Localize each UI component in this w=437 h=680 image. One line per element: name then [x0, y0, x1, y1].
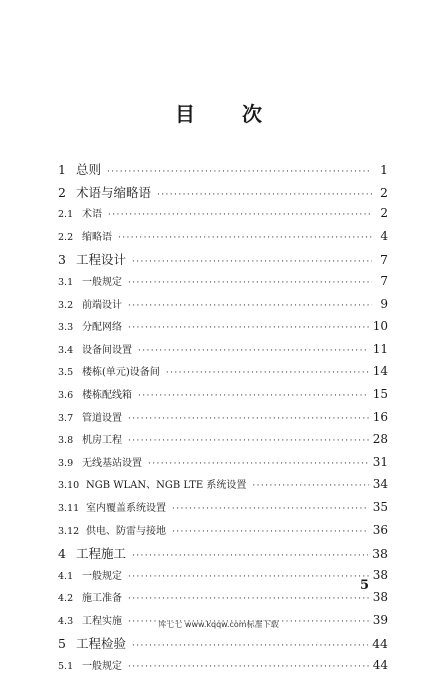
toc-entry-page: 11	[372, 341, 388, 356]
toc-entry-page: 35	[372, 499, 388, 514]
toc-entry-number: 3.12	[58, 525, 80, 537]
toc-entry-number: 3.8	[58, 435, 74, 447]
toc-entry-title: 机房工程	[82, 435, 122, 447]
toc-entry-number: 3.3	[58, 322, 74, 334]
toc-entry-number: 3.7	[58, 412, 74, 424]
page-title: 目 次	[175, 102, 282, 126]
toc-entry-page: 31	[372, 454, 388, 469]
toc-section-entry[interactable]	[58, 341, 388, 364]
toc-dot-leader	[132, 257, 372, 267]
toc-entry-title: 设备间设置	[82, 344, 132, 356]
toc-section-entry[interactable]	[58, 476, 388, 499]
toc-entry-number: 3.2	[58, 299, 74, 311]
toc-entry-title: 工程设计	[76, 252, 127, 268]
toc-entry-page: 2	[380, 206, 388, 221]
toc-entry-title: 楼栋(单元)设备间	[82, 367, 160, 379]
toc-entry-title: 总则	[76, 162, 102, 177]
toc-entry-page: 1	[380, 162, 388, 177]
toc-entry-page: 2	[380, 184, 388, 200]
toc-entry-page: 4	[380, 228, 388, 243]
toc-entry-page: 39	[372, 612, 388, 627]
toc-section-entry[interactable]	[58, 567, 388, 590]
toc-entry-page: 44	[372, 658, 388, 673]
toc-section-entry[interactable]	[58, 273, 388, 296]
toc-entry-number: 3.11	[58, 502, 80, 514]
toc-section-entry[interactable]	[58, 431, 388, 454]
toc-dot-leader	[166, 368, 369, 378]
toc-dot-leader	[128, 572, 369, 582]
toc-entry-page: 7	[380, 252, 388, 268]
toc-entry-title: 前端设计	[82, 299, 122, 311]
toc-section-entry[interactable]	[58, 296, 388, 319]
toc-chapter-entry[interactable]	[58, 250, 388, 273]
toc-entry-number: 3.1	[58, 276, 74, 288]
toc-entry-title: 无线基站设置	[82, 457, 142, 469]
toc-dot-leader	[128, 278, 372, 288]
toc-entry-title: 工程检验	[76, 636, 127, 652]
toc-section-entry[interactable]	[58, 589, 388, 612]
toc-entry-number: 5.1	[58, 661, 74, 673]
toc-dot-leader	[172, 527, 369, 537]
toc-section-entry[interactable]	[58, 409, 388, 432]
toc-dot-leader	[128, 662, 369, 672]
toc-dot-leader	[128, 323, 369, 333]
toc-entry-number: 2.1	[58, 209, 74, 221]
toc-section-entry[interactable]	[58, 499, 388, 522]
toc-dot-leader	[138, 391, 369, 401]
toc-entry-number: 4	[58, 546, 66, 562]
toc-section-entry[interactable]	[58, 454, 388, 477]
footer-watermark: 库七七 www.kqqw.com标准下载	[158, 620, 279, 629]
toc-section-entry[interactable]	[58, 205, 388, 228]
table-of-contents	[58, 160, 388, 680]
toc-entry-title: 一般规定	[82, 276, 122, 288]
toc-entry-page: 14	[372, 364, 388, 379]
toc-entry-title: 工程施工	[76, 546, 127, 562]
toc-dot-leader	[132, 641, 368, 651]
toc-dot-leader	[128, 301, 372, 311]
toc-entry-page: 10	[372, 319, 388, 334]
toc-section-entry[interactable]	[58, 228, 388, 251]
toc-entry-number: 3.9	[58, 457, 74, 469]
toc-entry-title: 室内覆盖系统设置	[86, 502, 166, 514]
toc-entry-title: 施工准备	[82, 593, 122, 605]
toc-entry-page: 44	[372, 636, 388, 652]
toc-dot-leader	[128, 414, 369, 424]
toc-dot-leader	[132, 551, 368, 561]
toc-entry-title: 一般规定	[82, 570, 122, 582]
toc-dot-leader	[118, 233, 372, 243]
toc-entry-number: 2.2	[58, 231, 74, 243]
page-number: 5	[360, 578, 370, 593]
toc-dot-leader	[128, 436, 369, 446]
toc-entry-page: 15	[372, 386, 388, 401]
toc-entry-number: 3.4	[58, 344, 74, 356]
toc-entry-title: 分配网络	[82, 322, 122, 334]
toc-entry-number: 4.1	[58, 570, 74, 582]
toc-entry-page: 38	[372, 590, 388, 605]
toc-entry-title: 工程实施	[82, 615, 122, 627]
toc-entry-page: 34	[372, 477, 388, 492]
toc-entry-title: 供电、防雷与接地	[86, 525, 166, 537]
toc-section-entry[interactable]	[58, 522, 388, 545]
toc-entry-number: 4.3	[58, 615, 74, 627]
toc-entry-title: 术语与缩略语	[76, 184, 152, 200]
toc-dot-leader	[107, 167, 372, 177]
toc-entry-number: 2	[58, 184, 66, 200]
toc-entry-number: 3.6	[58, 389, 74, 401]
toc-entry-number: 1	[58, 162, 66, 177]
toc-dot-leader	[252, 481, 368, 491]
toc-entry-page: 28	[372, 432, 388, 447]
toc-entry-number: 3	[58, 252, 66, 268]
toc-entry-page: 9	[380, 296, 388, 311]
toc-dot-leader	[148, 459, 369, 469]
toc-entry-number: 4.2	[58, 593, 74, 605]
toc-chapter-entry[interactable]	[58, 160, 388, 183]
toc-entry-title: 管道设置	[82, 412, 122, 424]
toc-entry-page: 7	[380, 273, 388, 288]
toc-entry-page: 36	[372, 522, 388, 537]
toc-section-entry[interactable]	[58, 318, 388, 341]
toc-dot-leader	[157, 190, 372, 200]
toc-entry-title: 一般规定	[82, 661, 122, 673]
toc-entry-title: 楼栋配线箱	[82, 389, 132, 401]
toc-entry-title: NGB WLAN、NGB LTE 系统设置	[86, 480, 247, 492]
toc-entry-page: 38	[372, 546, 388, 562]
toc-dot-leader	[138, 346, 369, 356]
toc-chapter-entry[interactable]	[58, 183, 388, 206]
toc-entry-number: 3.10	[58, 480, 80, 492]
toc-entry-page: 16	[372, 409, 388, 424]
toc-dot-leader	[128, 594, 369, 604]
toc-entry-title: 缩略语	[82, 231, 112, 243]
toc-section-entry[interactable]	[58, 386, 388, 409]
toc-entry-number: 5	[58, 636, 66, 652]
toc-entry-title: 术语	[82, 209, 102, 221]
toc-entry-number: 3.5	[58, 367, 74, 379]
toc-section-entry[interactable]	[58, 363, 388, 386]
toc-dot-leader	[108, 210, 372, 220]
toc-section-entry[interactable]	[58, 657, 388, 680]
toc-chapter-entry[interactable]	[58, 544, 388, 567]
toc-dot-leader	[172, 504, 369, 514]
toc-entry-page: 38	[372, 567, 388, 582]
